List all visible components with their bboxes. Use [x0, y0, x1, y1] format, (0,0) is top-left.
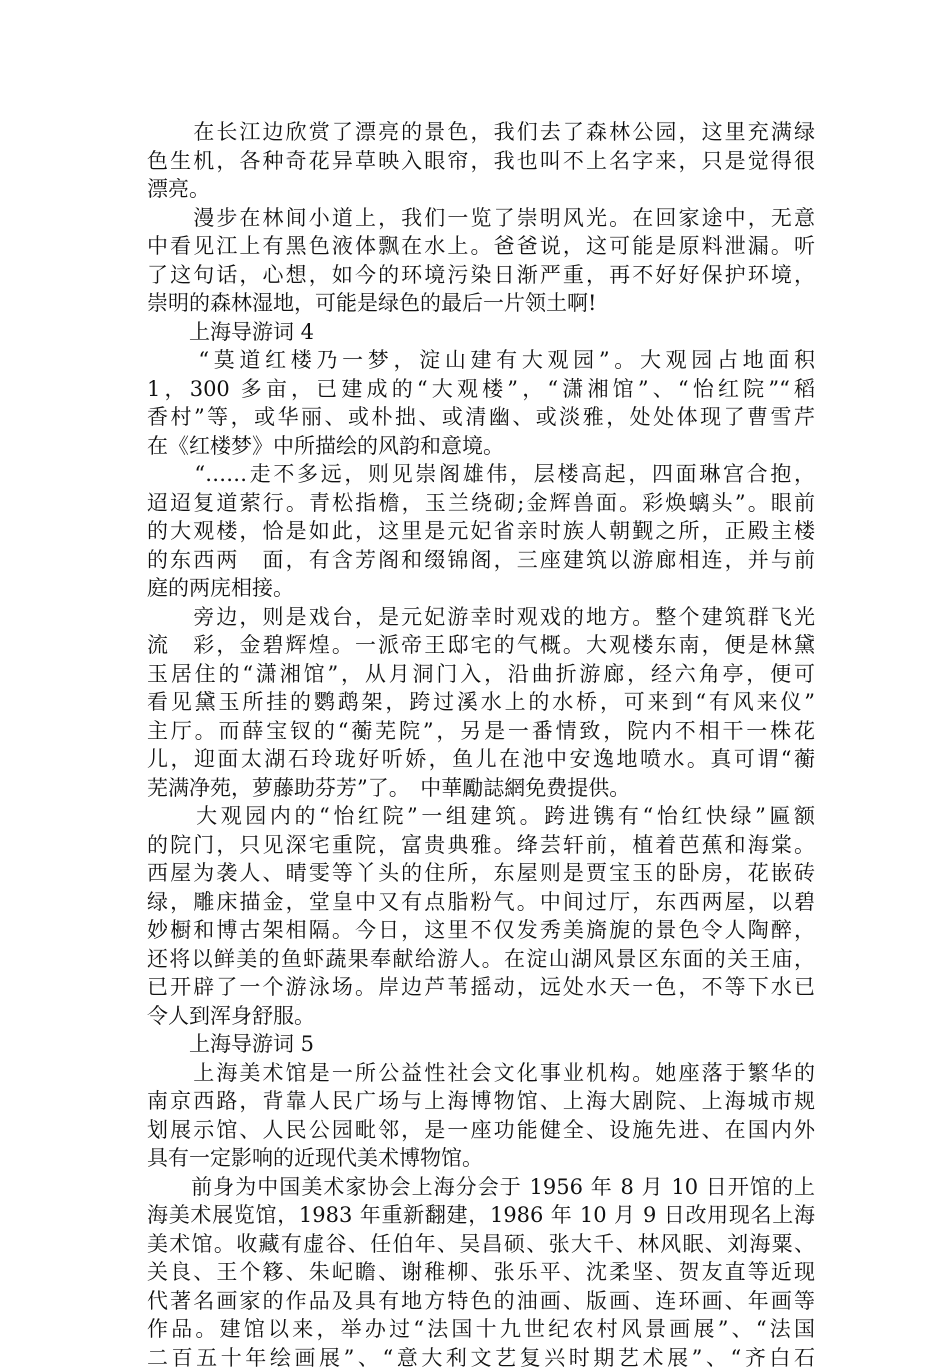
text-line: 令人到浑身舒服。 — [147, 1002, 815, 1031]
text-line: 前身为中国美术家协会上海分会于 1956 年 8 月 10 日开馆的上 — [147, 1173, 815, 1202]
text-line: 旁边，则是戏台，是元妃游幸时观戏的地方。整个建筑群飞光 — [147, 603, 815, 632]
text-line: 流 彩，金碧辉煌。一派帝王邸宅的气概。大观楼东南，便是林黛 — [147, 631, 815, 660]
text-line: 漫步在林间小道上，我们一览了崇明风光。在回家途中，无意 — [147, 204, 815, 233]
text-line: 玉居住的“潇湘馆”，从月洞门入，沿曲折游廊，经六角亭，便可 — [147, 660, 815, 689]
text-line: 迢迢复道萦行。青松指檐，玉兰绕砌;金辉兽面。彩焕螭头”。眼前 — [147, 489, 815, 518]
text-line: 具有一定影响的近现代美术博物馆。 — [147, 1144, 815, 1173]
text-line: 在《红楼梦》中所描绘的风韵和意境。 — [147, 432, 815, 461]
text-line: 还将以鲜美的鱼虾蔬果奉献给游人。在淀山湖风景区东面的关王庙， — [147, 945, 815, 974]
text-line: “……走不多远，则见崇阁雄伟，层楼高起，四面琳宫合抱， — [147, 460, 815, 489]
text-line: 的院门，只见深宅重院，富贵典雅。绛芸轩前，植着芭蕉和海棠。 — [147, 831, 815, 860]
text-line: 儿，迎面太湖石玲珑好听娇，鱼儿在池中安逸地喷水。真可谓“蘅 — [147, 745, 815, 774]
text-line: 芜满净苑，萝藤助芬芳”了。 中華勵誌網免费提供。 — [147, 774, 815, 803]
text-line: 海美术展览馆，1983 年重新翻建，1986 年 10 月 9 日改用现名上海 — [147, 1201, 815, 1230]
text-line: 中看见江上有黑色液体飘在水上。爸爸说，这可能是原料泄漏。听 — [147, 232, 815, 261]
text-line: 南京西路，背靠人民广场与上海博物馆、上海大剧院、上海城市规 — [147, 1087, 815, 1116]
text-line: 庭的两庑相接。 — [147, 574, 815, 603]
text-line: 妙橱和博古架相隔。今日，这里不仅发秀美旖旎的景色令人陶醉， — [147, 916, 815, 945]
text-line: 上海导游词 5 — [147, 1030, 815, 1059]
text-line: 崇明的森林湿地，可能是绿色的最后一片领土啊! — [147, 289, 815, 318]
text-line: 的东西两 面，有含芳阁和缀锦阁，三座建筑以游廊相连，并与前 — [147, 546, 815, 575]
text-line: 看见黛玉所挂的鹦鹉架，跨过溪水上的水桥，可来到“有风来仪” — [147, 688, 815, 717]
text-line: “莫道红楼乃一梦，淀山建有大观园”。大观园占地面积 — [147, 346, 815, 375]
text-line: 已开辟了一个游泳场。岸边芦苇摇动，远处水天一色，不等下水已 — [147, 973, 815, 1002]
text-line: 主厅。而薛宝钗的“蘅芜院”，另是一番情致，院内不相干一株花 — [147, 717, 815, 746]
text-line: 的大观楼，恰是如此，这里是元妃省亲时族人朝觐之所，正殿主楼 — [147, 517, 815, 546]
text-line: 了这句话，心想，如今的环境污染日渐严重，再不好好保护环境， — [147, 261, 815, 290]
document-body — [147, 118, 815, 1372]
text-line: 色生机，各种奇花异草映入眼帘，我也叫不上名字来，只是觉得很 — [147, 147, 815, 176]
text-line: 在长江边欣赏了漂亮的景色，我们去了森林公园，这里充满绿 — [147, 118, 815, 147]
text-line: 上海导游词 4 — [147, 318, 815, 347]
text-line: 漂亮。 — [147, 175, 815, 204]
text-line: 大观园内的“怡红院”一组建筑。跨进镌有“怡红快绿”匾额 — [147, 802, 815, 831]
text-line: 关良、王个簃、朱屺瞻、谢稚柳、张乐平、沈柔坚、贺友直等近现 — [147, 1258, 815, 1287]
text-line: 1，300 多亩，已建成的“大观楼”，“潇湘馆”、“怡红院”“稻 — [147, 375, 815, 404]
text-line: 香村”等，或华丽、或朴拙、或清幽、或淡雅，处处体现了曹雪芹 — [147, 403, 815, 432]
text-line: 作品。建馆以来，举办过“法国十九世纪农村风景画展”、“法国 — [147, 1315, 815, 1344]
text-line: 美术馆。收藏有虚谷、任伯年、吴昌硕、张大千、林风眠、刘海粟、 — [147, 1230, 815, 1259]
text-line: 代著名画家的作品及具有地方特色的油画、版画、连环画、年画等 — [147, 1287, 815, 1316]
text-line: 上海美术馆是一所公益性社会文化事业机构。她座落于繁华的 — [147, 1059, 815, 1088]
text-line: 二百五十年绘画展”、“意大利文艺复兴时期艺术展”、“齐白石 — [147, 1344, 815, 1372]
text-line: 绿，雕床描金，堂皇中又有点脂粉气。中间过厅，东西两屋，以碧 — [147, 888, 815, 917]
text-line: 西屋为袭人、晴雯等丫头的住所，东屋则是贾宝玉的卧房，花嵌砖 — [147, 859, 815, 888]
text-line: 划展示馆、人民公园毗邻，是一座功能健全、设施先进、在国内外 — [147, 1116, 815, 1145]
